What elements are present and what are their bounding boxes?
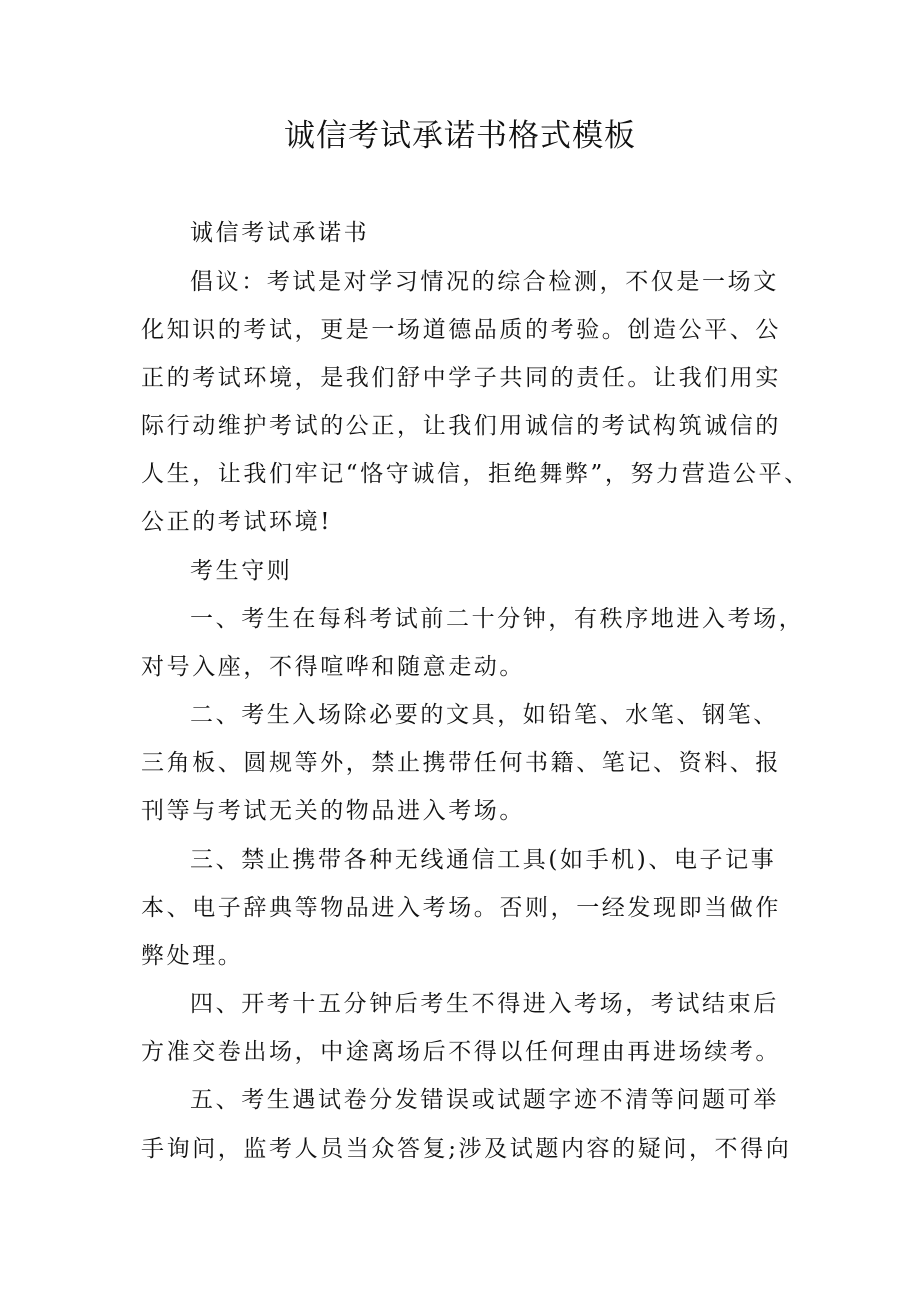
rule-line: 对号入座，不得喧哗和随意走动。 (141, 654, 525, 680)
rule-line: 五、考生遇试卷分发错误或试题字迹不清等问题可举 (190, 1087, 779, 1113)
paragraph-line: 人生，让我们牢记“恪守诚信，拒绝舞弊”，努力营造公平、 (141, 461, 810, 487)
section-heading-commitment: 诚信考试承诺书 (190, 220, 370, 246)
paragraph-line: 公正的考试环境! (141, 509, 333, 535)
rule-line: 三角板、圆规等外，禁止携带任何书籍、笔记、资料、报 (141, 750, 781, 776)
paragraph-line: 际行动维护考试的公正，让我们用诚信的考试构筑诚信的 (141, 413, 781, 439)
rule-line: 本、电子辞典等物品进入考场。否则，一经发现即当做作 (141, 895, 781, 921)
rule-line: 刊等与考试无关的物品进入考场。 (141, 798, 525, 824)
rule-line: 三、禁止携带各种无线通信工具(如手机)、电子记事 (190, 847, 777, 873)
rule-line: 方准交卷出场，中途离场后不得以任何理由再进场续考。 (141, 1039, 781, 1065)
rule-line: 弊处理。 (141, 943, 244, 969)
rule-line: 四、开考十五分钟后考生不得进入考场，考试结束后 (190, 991, 779, 1017)
rule-line: 一、考生在每科考试前二十分钟，有秩序地进入考场， (190, 606, 805, 632)
section-heading-rules: 考生守则 (190, 558, 293, 584)
rule-line: 二、考生入场除必要的文具，如铅笔、水笔、钢笔、 (190, 702, 779, 728)
rule-line: 手询问，监考人员当众答复;涉及试题内容的疑问，不得向 (141, 1136, 792, 1162)
paragraph-line: 倡议：考试是对学习情况的综合检测，不仅是一场文 (190, 269, 779, 295)
paragraph-line: 化知识的考试，更是一场道德品质的考验。创造公平、公 (141, 317, 781, 343)
document-title: 诚信考试承诺书格式模板 (284, 118, 636, 154)
paragraph-line: 正的考试环境，是我们舒中学子共同的责任。让我们用实 (141, 365, 781, 391)
